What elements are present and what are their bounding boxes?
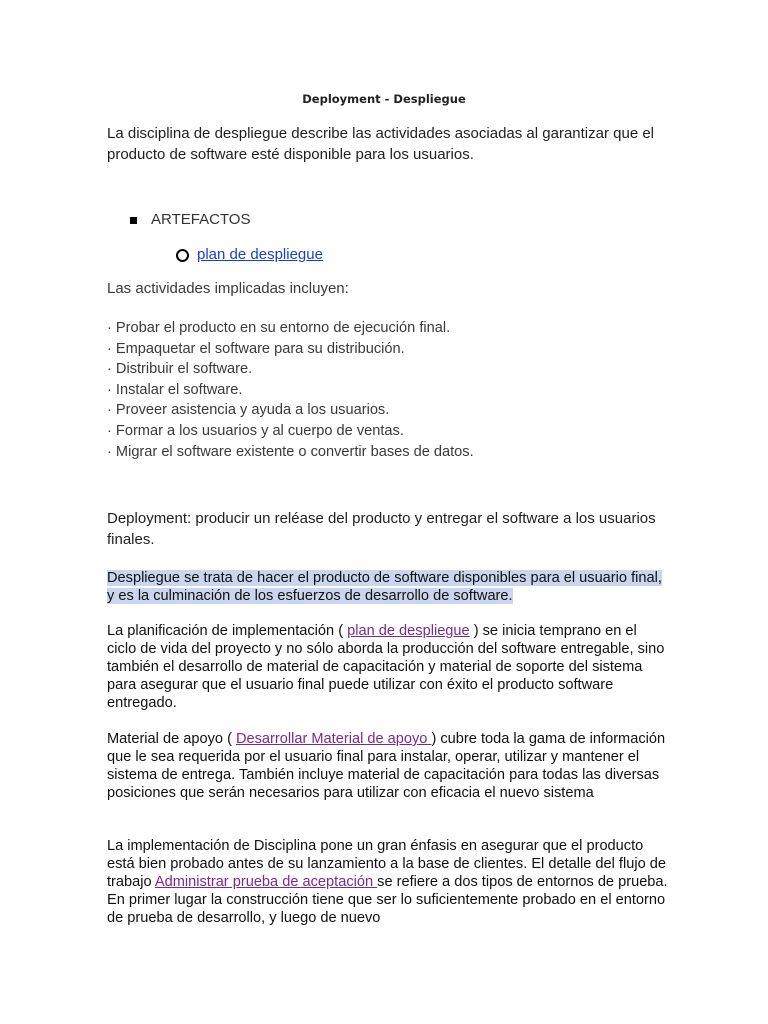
highlighted-paragraph <box>107 569 669 605</box>
planning-text-before: La planificación de implementación ( <box>107 623 348 639</box>
activities-intro: Las actividades implicadas incluyen: <box>107 280 349 297</box>
plan-de-despliegue-link[interactable]: plan de despliegue <box>197 246 323 263</box>
list-item: · Probar el producto en su entorno de ejecución final. <box>107 320 451 336</box>
material-text-after: ) cubre toda la gama de información que le sea requerida por el usuario final para instalar, operar, utilizar y mantener el sistema de entrega. También incluye material de capacitación para todas las diversas posiciones que serán necesarios para utilizar con eficacia el nuevo sistema <box>107 731 666 801</box>
circle-bullet-icon <box>176 249 189 262</box>
page-title: Deployment - Despliegue <box>302 92 466 106</box>
list-item: · Formar a los usuarios y al cuerpo de ventas. <box>107 422 404 439</box>
artefactos-heading: ARTEFACTOS <box>151 211 251 228</box>
list-item: · Migrar el software existente o convertir bases de datos. <box>107 443 474 460</box>
list-item: · Proveer asistencia y ayuda a los usuarios. <box>107 402 390 419</box>
list-item: · Instalar el software. <box>107 381 243 398</box>
square-bullet-icon <box>130 217 137 224</box>
list-item: · Empaquetar el software para su distribución. <box>107 340 405 357</box>
activities-list <box>107 318 474 462</box>
intro-paragraph: La disciplina de despliegue describe las actividades asociadas al garantizar que el producto de software esté disponible para los usuarios. <box>107 125 655 163</box>
plan-de-despliegue-inline-link[interactable]: plan de despliegue <box>347 623 470 639</box>
implementation-text-before: La implementación de Disciplina pone un gran énfasis en asegurar que el producto está bien probado antes de su lanzamiento a la base de clientes. El detalle del flujo de trabajo <box>107 838 666 890</box>
implementation-text-after: se refiere a dos tipos de entornos de prueba. En primer lugar la construcción tiene que ser lo suficientemente probado en el entorno de prueba de desarrollo, y luego de nuevo <box>107 874 668 926</box>
artefacto-item <box>176 244 323 266</box>
implementation-paragraph <box>107 837 669 927</box>
material-paragraph <box>107 730 669 802</box>
artefactos-bullet <box>130 209 250 231</box>
deployment-definition: Deployment: producir un reléase del producto y entregar el software a los usuarios finales. <box>107 510 656 548</box>
highlighted-text: Despliegue se trata de hacer el producto de software disponibles para el usuario final, y es la culminación de los esfuerzos de desarrollo de software. <box>107 570 662 604</box>
list-item: · Distribuir el software. <box>107 361 253 378</box>
planning-paragraph <box>107 622 669 712</box>
desarrollar-material-link[interactable]: Desarrollar Material de apoyo <box>235 731 432 747</box>
material-text-before: Material de apoyo ( <box>107 731 236 747</box>
administrar-prueba-link[interactable]: Administrar prueba de aceptación <box>154 874 378 890</box>
planning-text-after: ) se inicia temprano en el ciclo de vida del proyecto y no sólo aborda la producción del software entregable, sino también el desarrollo de material de capacitación y material de soporte del sistema para asegurar que el usuario final puede utilizar con éxito el producto software entregado. <box>107 623 665 711</box>
